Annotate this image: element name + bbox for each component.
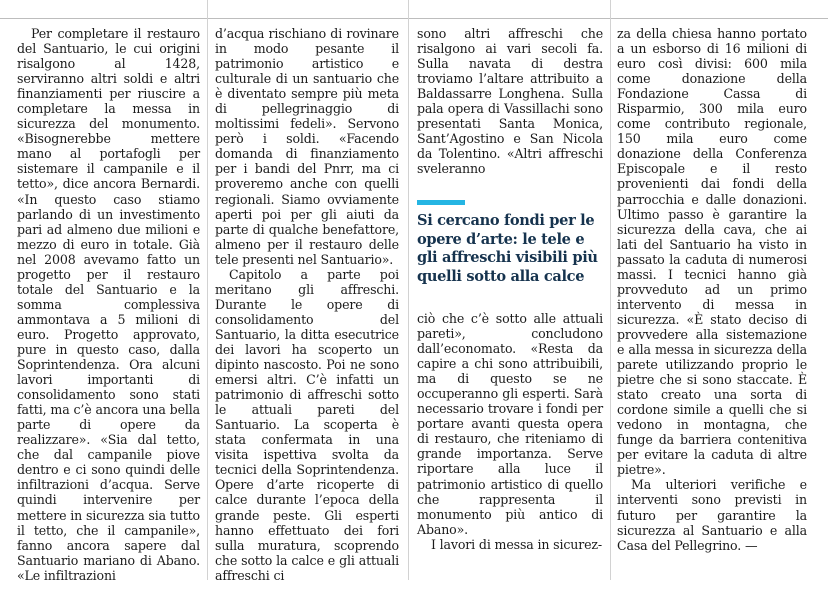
column-divider: [610, 0, 611, 580]
paragraph: sono altri affreschi che risalgono ai vari secoli fa. Sulla navata di destra troviamo l’altare attribuito a Baldassarre Longhena. Sulla pala opera di Vassillachi sono presentati Santa Monica, Sant’Agostino e San Nicola da Tolentino. «Altri affreschi sveleranno: [417, 26, 603, 177]
paragraph: d’acqua rischiano di rovinare in modo pesante il patrimonio artistico e culturale di un santuario che è diventato sempre più meta di pellegrinaggio di moltissimi fedeli». Servono però i soldi. «Facendo domanda di finanziamento per i bandi del Pnrr, ma ci proveremo anche con quelli regionali. Siamo ovviamente aperti poi per gli aiuti da parte di qualche benefattore, almeno per il restauro delle tele presenti nel Santuario».: [215, 26, 399, 267]
article-column-3-top: [417, 26, 603, 176]
paragraph: I lavori di messa in sicurez-: [431, 536, 602, 552]
article-column-1: [17, 26, 200, 583]
subhead-accent-bar: [417, 200, 465, 205]
article-column-3-bottom: [417, 311, 603, 552]
paragraph: Capitolo a parte poi meritano gli affreschi. Durante le opere di consolidamento del Santuario, la ditta esecutrice dei lavori ha scoperto un dipinto nascosto. Poi ne sono emersi altri. C’è infatti un patrimonio di affreschi sotto le attuali pareti del Santuario. La scoperta è stata confermata in una visita ispettiva svolta da tecnici della Soprintendenza. Opere d’arte ricoperte di calce durante l’epoca della grande peste. Gli esperti hanno effettuato dei fori sulla muratura, scoprendo che sotto la calce e gli attuali affreschi ci: [215, 266, 399, 583]
paragraph: ciò che c’è sotto alle attuali pareti», concludono dall’economato. «Resta da capire a chi sono attribuibili, ma di questo se ne occuperanno gli esperti. Sarà necessario trovare i fondi per portare avanti questa opera di restauro, che riteniamo di grande importanza. Serve riportare alla luce il patrimonio artistico di quello che rappresenta il monumento più antico di Abano».: [417, 311, 603, 537]
paragraph: za della chiesa hanno portato a un esborso di 16 milioni di euro così divisi: 600 mila come donazione della Fondazione Cassa di Risparmio, 300 mila euro come contributo regionale, 150 mila euro come donazione della Conferenza Episcopale e il resto provenienti dai fondi della parrocchia e dalle donazioni. Ultimo passo è garantire la sicurezza della cava, che ai lati del Santuario ha visto in passato la caduta di numerosi massi. I tecnici hanno già provveduto ad un primo intervento di messa in sicurezza. «È stato deciso di provvedere alla sistemazione e alla messa in sicurezza della parete utilizzando proprio le pietre che si sono staccate. È stato creato una sorta di cordone simile a quelli che si vedono in montagna, che funge da barriera contenitiva per evitare la caduta di altre pietre».: [617, 26, 807, 478]
paragraph: Ma ulteriori verifiche e interventi sono previsti in futuro per garantire la sicurezza al Santuario e alla Casa del Pellegrino. —: [617, 477, 807, 553]
article-column-4: [617, 26, 807, 553]
subheadline: Si cercano fondi per le opere d’arte: le tele e gli affreschi visibili più quelli sotto alla calce: [417, 212, 598, 285]
article-column-2: [215, 26, 399, 583]
top-rule: [0, 18, 828, 19]
paragraph: Per completare il restauro del Santuario, le cui origini risalgono al 1428, serviranno altri soldi e altri finanziamenti per riuscire a completare la messa in sicurezza del monumento. «Bisognerebbe mettere mano al portafogli per sistemare il campanile e il tetto», dice ancora Bernardi. «In questo caso stiamo parlando di un investimento pari ad almeno due milioni e mezzo di euro in totale. Già nel 2008 avevamo fatto un progetto per il restauro totale del Santuario e la somma complessiva ammontava a 5 milioni di euro. Progetto approvato, pure in questo caso, dalla Soprintendenza. Ora alcuni lavori importanti di consolidamento sono stati fatti, ma c’è ancora una bella parte di opere da realizzare». «Sia dal tetto, che dal campanile piove dentro e ci sono quindi delle infiltrazioni d’acqua. Serve quindi intervenire per mettere in sicurezza sia tutto il tetto, che il campanile», fanno ancora sapere dal Santuario mariano di Abano. «Le infiltrazioni: [17, 26, 200, 583]
column-divider: [408, 0, 409, 580]
column-divider: [207, 0, 208, 580]
